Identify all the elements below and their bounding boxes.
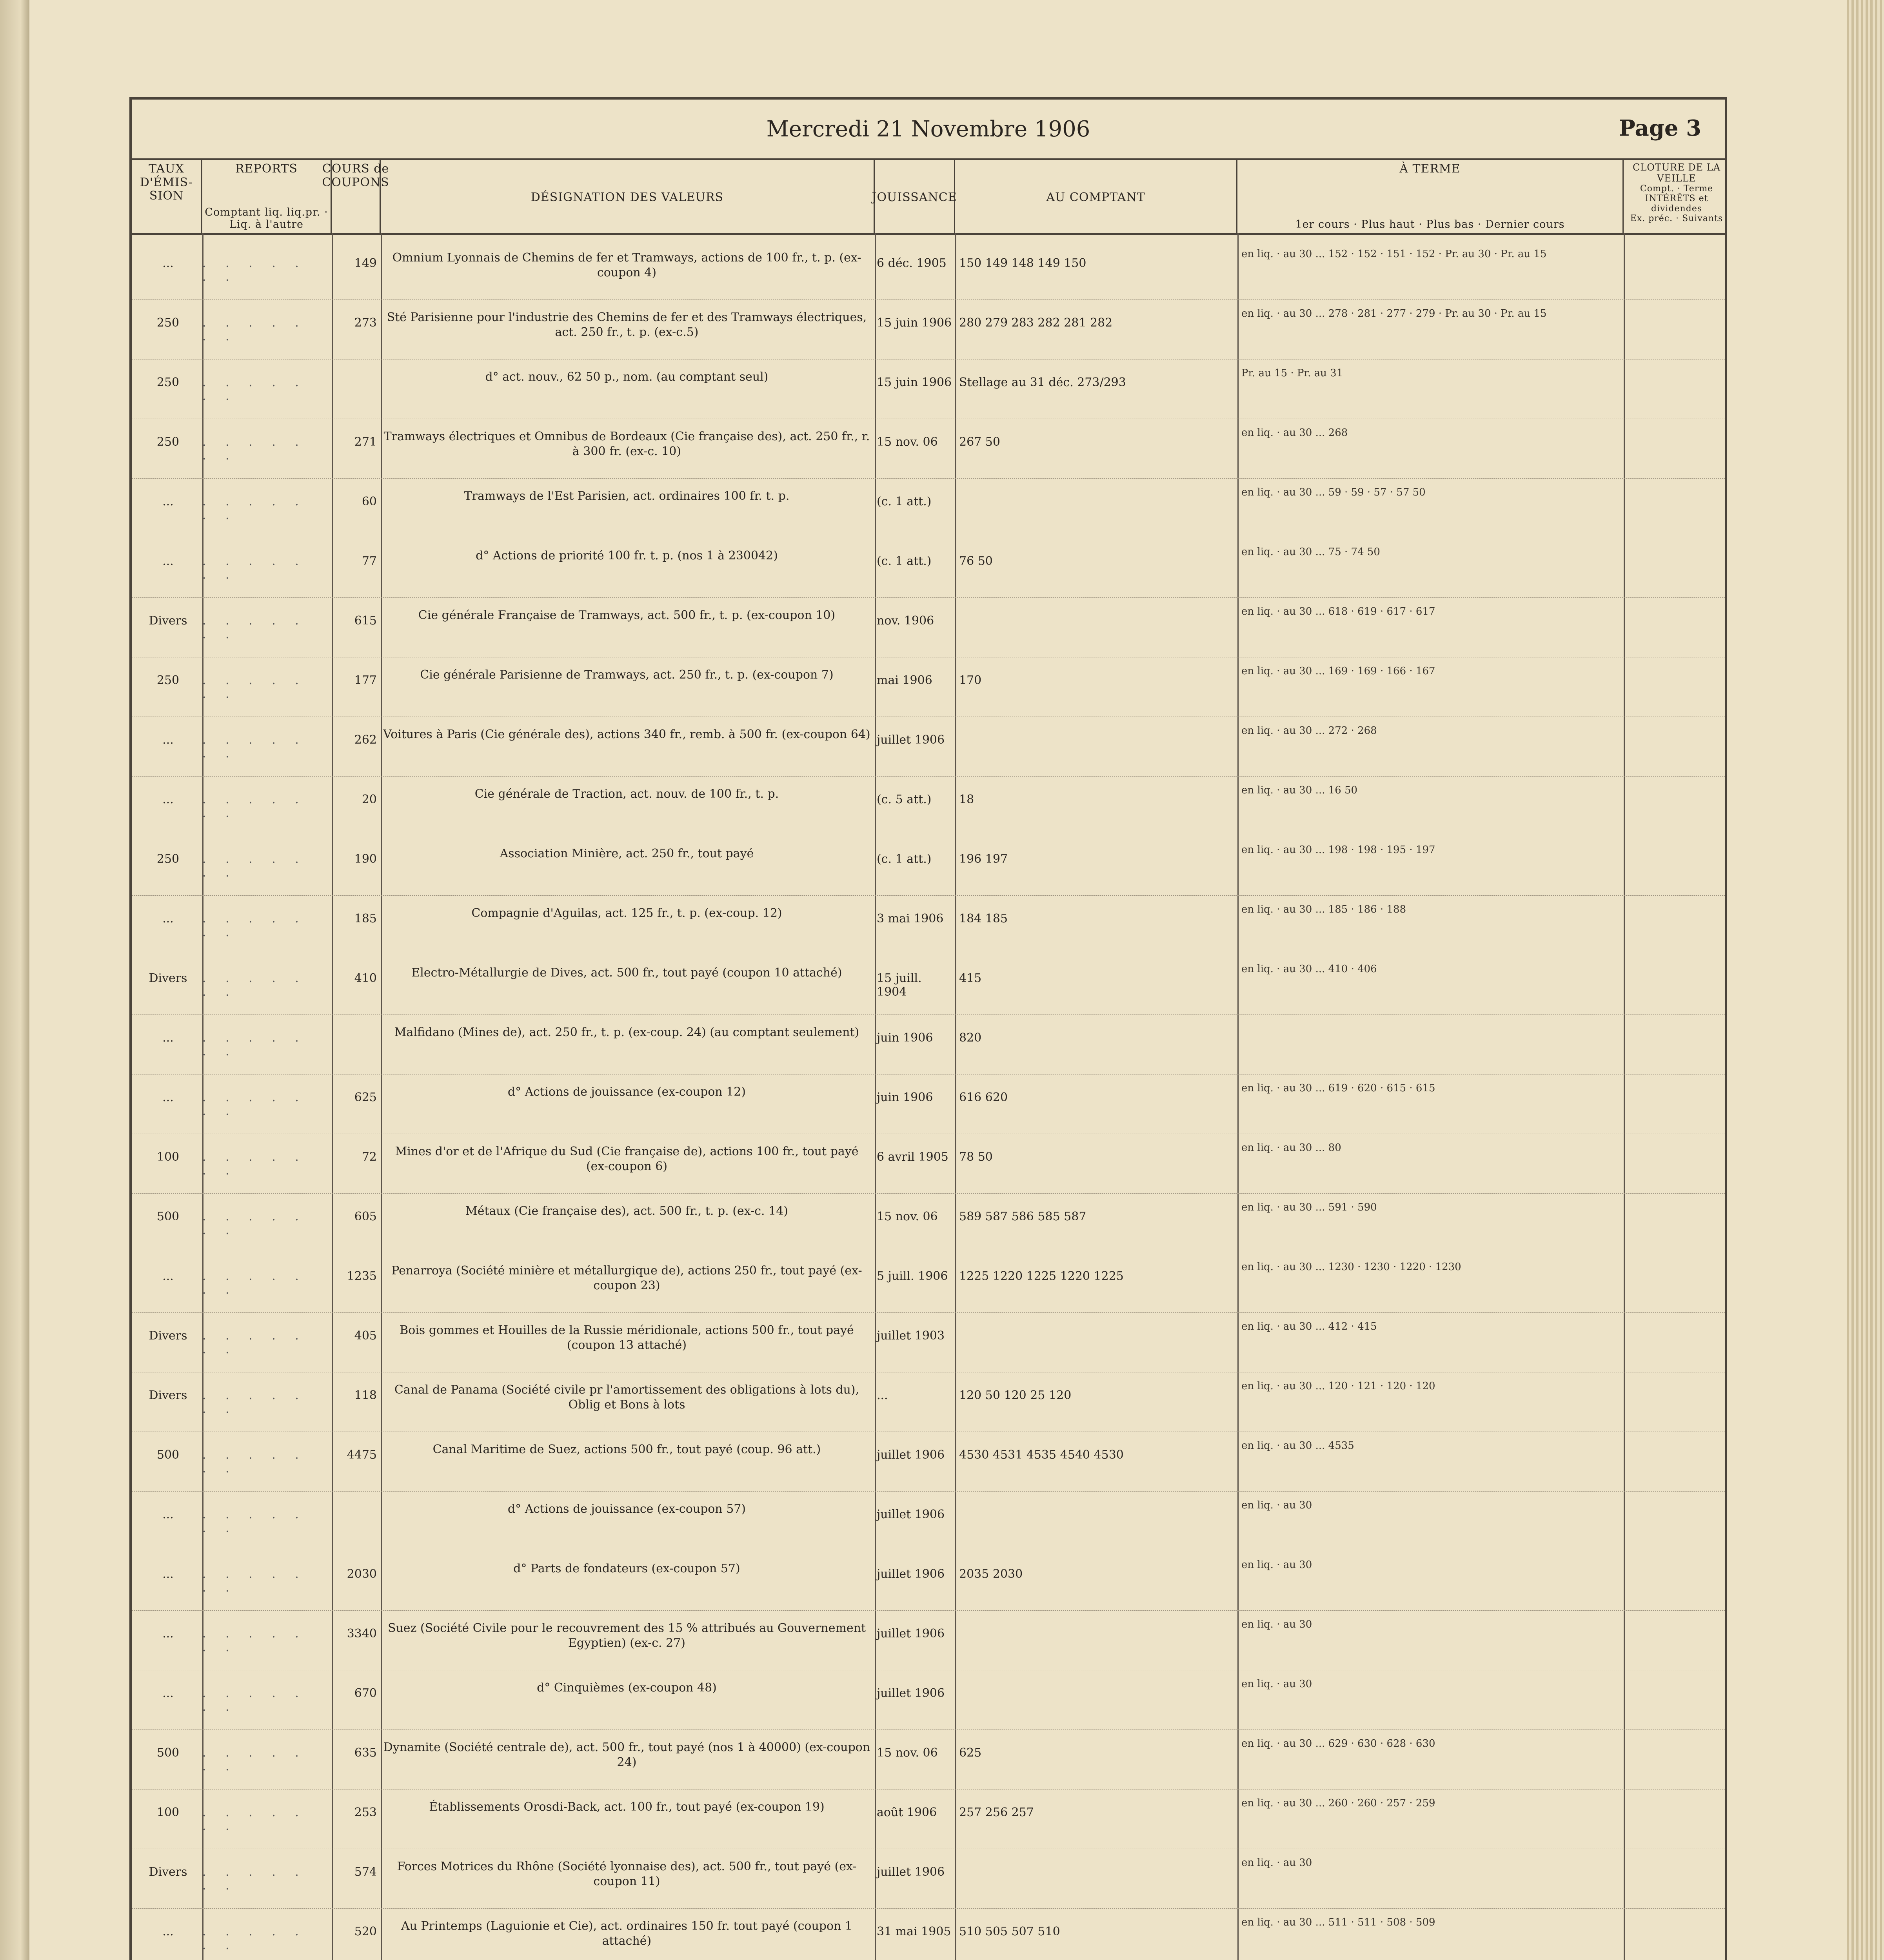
- cours-cell: 185: [354, 912, 377, 926]
- jouissance-cell: mai 1906: [877, 673, 932, 687]
- table-row: [132, 1730, 1725, 1789]
- terme-cell: en liq. · au 30 ... 4535: [1241, 1440, 1354, 1452]
- taux-cell: 500: [156, 1210, 180, 1223]
- designation-cell: Canal Maritime de Suez, actions 500 fr., tout payé (coup. 96 att.): [432, 1443, 821, 1456]
- table-row: [132, 837, 1725, 896]
- cours-cell: 262: [354, 733, 377, 747]
- reports-cell: . . . . . . .: [202, 1567, 307, 1595]
- jouissance-cell: juillet 1906: [877, 733, 945, 747]
- jouissance-cell: 6 déc. 1905: [877, 256, 947, 270]
- cours-cell: 271: [354, 435, 377, 449]
- designation-cell: Electro-Métallurgie de Dives, act. 500 fr., tout payé (coupon 10 attaché): [411, 966, 842, 980]
- taux-cell: Divers: [149, 1388, 187, 1402]
- terme-cell: en liq. · au 30 ... 59 · 59 · 57 · 57 50: [1241, 486, 1426, 498]
- terme-cell: en liq. · au 30 ... 185 · 186 · 188: [1241, 904, 1406, 915]
- terme-cell: en liq. · au 30 ... 16 50: [1241, 784, 1358, 796]
- terme-cell: en liq. · au 30: [1241, 1857, 1312, 1869]
- comptant-cell: 2035 2030: [959, 1567, 1023, 1581]
- col-reports: [202, 158, 332, 233]
- jouissance-cell: ...: [877, 1388, 888, 1402]
- table-body: [132, 233, 1725, 1960]
- jouissance-cell: nov. 1906: [877, 614, 934, 628]
- taux-cell: Divers: [149, 1329, 187, 1343]
- jouissance-cell: juillet 1903: [877, 1329, 945, 1343]
- designation-cell: Forces Motrices du Rhône (Société lyonnaise des), act. 500 fr., tout payé (ex-coupon 11): [397, 1860, 857, 1888]
- table-row: [132, 1790, 1725, 1849]
- jouissance-cell: juillet 1906: [877, 1865, 945, 1879]
- comptant-cell: 280 279 283 282 281 282: [959, 316, 1113, 330]
- table-row: [132, 1552, 1725, 1611]
- col-a-terme-sub: 1er cours · Plus haut · Plus bas · Dernier cours: [1295, 218, 1565, 230]
- taux-cell: ...: [162, 1567, 174, 1581]
- comptant-cell: 1225 1220 1225 1220 1225: [959, 1269, 1124, 1283]
- cours-cell: 20: [362, 793, 377, 806]
- page-header: [132, 100, 1725, 160]
- taux-cell: ...: [162, 1925, 174, 1938]
- col-jouissance: [872, 158, 957, 233]
- reports-cell: . . . . . . .: [202, 673, 307, 701]
- jouissance-cell: 15 nov. 06: [877, 1746, 938, 1760]
- terme-cell: Pr. au 15 · Pr. au 31: [1241, 367, 1343, 379]
- jouissance-cell: juillet 1906: [877, 1508, 945, 1521]
- designation-cell: Malfidano (Mines de), act. 250 fr., t. p. (ex-coup. 24) (au comptant seulement): [394, 1025, 859, 1039]
- cours-cell: 190: [354, 852, 377, 866]
- comptant-cell: 150 149 148 149 150: [959, 256, 1086, 270]
- terme-cell: en liq. · au 30 ... 272 · 268: [1241, 725, 1377, 737]
- table-row: [132, 539, 1725, 598]
- reports-cell: . . . . . . .: [202, 1627, 307, 1654]
- terme-cell: en liq. · au 30: [1241, 1499, 1312, 1511]
- comptant-cell: 4530 4531 4535 4540 4530: [959, 1448, 1124, 1462]
- jouissance-cell: 5 juill. 1906: [877, 1269, 948, 1283]
- table-row: [132, 717, 1725, 777]
- terme-cell: en liq. · au 30 ... 511 · 511 · 508 · 509: [1241, 1916, 1435, 1928]
- designation-cell: Dynamite (Société centrale de), act. 500 fr., tout payé (nos 1 à 40000) (ex-coupon 24): [383, 1740, 870, 1769]
- col-au-comptant-label: AU COMPTANT: [1046, 190, 1145, 204]
- designation-cell: Tramways électriques et Omnibus de Bordeaux (Cie française des), act. 250 fr., r. à 300 fr. (ex-c. 10): [383, 430, 870, 458]
- cours-cell: 405: [354, 1329, 377, 1343]
- comptant-cell: 184 185: [959, 912, 1008, 926]
- table-row: [132, 896, 1725, 955]
- reports-cell: . . . . . . .: [202, 1329, 307, 1356]
- reports-cell: . . . . . . .: [202, 1925, 307, 1952]
- jouissance-cell: juillet 1906: [877, 1567, 945, 1581]
- reports-cell: . . . . . . .: [202, 1031, 307, 1058]
- reports-cell: . . . . . . .: [202, 1806, 307, 1833]
- taux-cell: 250: [156, 673, 180, 687]
- table-row: [132, 1909, 1725, 1960]
- terme-cell: en liq. · au 30 ... 268: [1241, 427, 1348, 439]
- reports-cell: . . . . . . .: [202, 1150, 307, 1178]
- taux-cell: 100: [156, 1150, 180, 1164]
- designation-cell: Tramways de l'Est Parisien, act. ordinaires 100 fr. t. p.: [464, 489, 790, 503]
- terme-cell: en liq. · au 30 ... 120 · 121 · 120 · 120: [1241, 1380, 1435, 1392]
- col-taux: [132, 158, 202, 233]
- terme-cell: en liq. · au 30 ... 619 · 620 · 615 · 615: [1241, 1082, 1435, 1094]
- col-jouissance-label: JOUISSANCE: [872, 190, 957, 204]
- col-cloture-sub: Compt. · Terme: [1640, 184, 1713, 194]
- col-cours: [322, 158, 389, 233]
- cours-cell: 670: [354, 1686, 377, 1700]
- cours-cell: 1235: [347, 1269, 377, 1283]
- terme-cell: en liq. · au 30: [1241, 1559, 1312, 1571]
- designation-cell: Canal de Panama (Société civile pr l'amortissement des obligations à lots du), Oblig et Bons à lots: [394, 1383, 859, 1412]
- terme-cell: en liq. · au 30 ... 278 · 281 · 277 · 279 · Pr. au 30 · Pr. au 15: [1241, 308, 1547, 319]
- reports-cell: . . . . . . .: [202, 912, 307, 939]
- terme-cell: en liq. · au 30 ... 1230 · 1230 · 1220 · 1230: [1241, 1261, 1461, 1273]
- jouissance-cell: (c. 1 att.): [877, 554, 932, 568]
- comptant-cell: 510 505 507 510: [959, 1925, 1060, 1938]
- taux-cell: ...: [162, 554, 174, 568]
- col-a-terme-label: À TERME: [1399, 162, 1461, 176]
- table-row: [132, 419, 1725, 479]
- taux-cell: ...: [162, 1627, 174, 1641]
- terme-cell: en liq. · au 30 ... 80: [1241, 1142, 1341, 1154]
- comptant-cell: 76 50: [959, 554, 993, 568]
- taux-cell: ...: [162, 256, 174, 270]
- taux-cell: Divers: [149, 614, 187, 628]
- column-headers: [132, 158, 1725, 235]
- jouissance-cell: juillet 1906: [877, 1627, 945, 1641]
- reports-cell: . . . . . . .: [202, 1686, 307, 1714]
- jouissance-cell: 31 mai 1905: [877, 1925, 951, 1938]
- jouissance-cell: juin 1906: [877, 1091, 933, 1104]
- taux-cell: ...: [162, 733, 174, 747]
- comptant-cell: Stellage au 31 déc. 273/293: [959, 376, 1126, 389]
- terme-cell: en liq. · au 30 ... 260 · 260 · 257 · 259: [1241, 1797, 1435, 1809]
- taux-cell: 500: [156, 1448, 180, 1462]
- jouissance-cell: août 1906: [877, 1806, 937, 1819]
- reports-cell: . . . . . . .: [202, 793, 307, 820]
- reports-cell: . . . . . . .: [202, 1091, 307, 1118]
- reports-cell: . . . . . . .: [202, 495, 307, 522]
- reports-cell: . . . . . . .: [202, 435, 307, 463]
- terme-cell: en liq. · au 30 ... 591 · 590: [1241, 1201, 1377, 1213]
- cours-cell: 177: [354, 673, 377, 687]
- cours-cell: 520: [354, 1925, 377, 1938]
- cours-cell: 2030: [347, 1567, 377, 1581]
- taux-cell: ...: [162, 1269, 174, 1283]
- terme-cell: en liq. · au 30 ... 152 · 152 · 151 · 152 · Pr. au 30 · Pr. au 15: [1241, 248, 1547, 260]
- cours-cell: 410: [354, 971, 377, 985]
- designation-cell: Établissements Orosdi-Back, act. 100 fr., tout payé (ex-coupon 19): [429, 1800, 825, 1814]
- comptant-cell: 257 256 257: [959, 1806, 1034, 1819]
- reports-cell: . . . . . . .: [202, 316, 307, 343]
- cours-cell: 149: [354, 256, 377, 270]
- table-row: [132, 1194, 1725, 1253]
- terme-cell: en liq. · au 30 ... 629 · 630 · 628 · 630: [1241, 1738, 1435, 1749]
- taux-cell: 250: [156, 316, 180, 330]
- taux-cell: ...: [162, 793, 174, 806]
- table-row: [132, 1373, 1725, 1432]
- designation-cell: d° Actions de jouissance (ex-coupon 12): [507, 1085, 746, 1099]
- jouissance-cell: (c. 1 att.): [877, 852, 932, 866]
- taux-cell: ...: [162, 912, 174, 926]
- designation-cell: Penarroya (Société minière et métallurgique de), actions 250 fr., tout payé (ex-coupon 23): [391, 1264, 862, 1292]
- cours-cell: 635: [354, 1746, 377, 1760]
- terme-cell: en liq. · au 30 ... 410 · 406: [1241, 963, 1377, 975]
- table-row: [132, 241, 1725, 300]
- designation-cell: d° act. nouv., 62 50 p., nom. (au comptant seul): [485, 370, 768, 384]
- table-row: [132, 360, 1725, 419]
- jouissance-cell: 6 avril 1905: [877, 1150, 948, 1164]
- terme-cell: en liq. · au 30 ... 618 · 619 · 617 · 617: [1241, 606, 1435, 617]
- designation-cell: d° Cinquièmes (ex-coupon 48): [537, 1681, 717, 1695]
- col-reports-label: REPORTS: [235, 162, 298, 176]
- cours-cell: 605: [354, 1210, 377, 1223]
- reports-cell: . . . . . . .: [202, 971, 307, 999]
- taux-cell: 100: [156, 1806, 180, 1819]
- designation-cell: Cie générale de Traction, act. nouv. de 100 fr., t. p.: [474, 787, 779, 801]
- table-row: [132, 1671, 1725, 1730]
- jouissance-cell: juin 1906: [877, 1031, 933, 1045]
- designation-cell: Sté Parisienne pour l'industrie des Chemins de fer et des Tramways électriques, act. 250 fr., t. p. (ex-c.5): [387, 310, 867, 339]
- table-row: [132, 1492, 1725, 1551]
- jouissance-cell: 15 nov. 06: [877, 1210, 938, 1223]
- reports-cell: . . . . . . .: [202, 1508, 307, 1535]
- comptant-cell: 196 197: [959, 852, 1008, 866]
- table-row: [132, 956, 1725, 1015]
- table-row: [132, 1254, 1725, 1313]
- cours-cell: 3340: [347, 1627, 377, 1641]
- col-cloture-label: CLOTURE DE LA VEILLE: [1632, 162, 1721, 184]
- price-list-sheet: [129, 97, 1727, 1960]
- col-a-terme: [1237, 158, 1624, 233]
- reports-cell: . . . . . . .: [202, 554, 307, 582]
- designation-cell: Cie générale Française de Tramways, act. 500 fr., t. p. (ex-coupon 10): [418, 608, 836, 622]
- jouissance-cell: 15 juin 1906: [877, 376, 952, 389]
- reports-cell: . . . . . . .: [202, 614, 307, 641]
- terme-cell: en liq. · au 30 ... 75 · 74 50: [1241, 546, 1380, 558]
- reports-cell: . . . . . . .: [202, 852, 307, 880]
- table-row: [132, 479, 1725, 538]
- cours-cell: 253: [354, 1806, 377, 1819]
- cours-cell: 574: [354, 1865, 377, 1879]
- right-page-stack: [1847, 0, 1884, 1960]
- cours-cell: 72: [362, 1150, 377, 1164]
- table-row: [132, 777, 1725, 836]
- designation-cell: Suez (Société Civile pour le recouvrement des 15 % attribués au Gouvernement Egyptien) (ex-c. 27): [387, 1621, 866, 1650]
- taux-cell: ...: [162, 1686, 174, 1700]
- cours-cell: 118: [354, 1388, 377, 1402]
- reports-cell: . . . . . . .: [202, 1388, 307, 1416]
- cours-cell: 615: [354, 614, 377, 628]
- reports-cell: . . . . . . .: [202, 1746, 307, 1773]
- table-row: [132, 658, 1725, 717]
- reports-cell: . . . . . . .: [202, 1865, 307, 1893]
- comptant-cell: 170: [959, 673, 982, 687]
- taux-cell: Divers: [149, 971, 187, 985]
- table-row: [132, 1015, 1725, 1074]
- table-row: [132, 1134, 1725, 1194]
- reports-cell: . . . . . . .: [202, 376, 307, 403]
- terme-cell: en liq. · au 30 ... 169 · 169 · 166 · 167: [1241, 665, 1435, 677]
- terme-cell: en liq. · au 30: [1241, 1678, 1312, 1690]
- designation-cell: d° Parts de fondateurs (ex-coupon 57): [513, 1562, 740, 1575]
- reports-cell: . . . . . . .: [202, 1448, 307, 1475]
- jouissance-cell: 15 juill. 1904: [877, 971, 922, 999]
- cours-cell: 77: [362, 554, 377, 568]
- terme-cell: en liq. · au 30: [1241, 1619, 1312, 1630]
- table-row: [132, 1849, 1725, 1909]
- table-row: [132, 1075, 1725, 1134]
- col-cours-label: COURS de COUPONS: [322, 162, 389, 189]
- reports-cell: . . . . . . .: [202, 1269, 307, 1297]
- cours-cell: 625: [354, 1091, 377, 1104]
- taux-cell: 250: [156, 852, 180, 866]
- left-page-edge: [0, 0, 29, 1960]
- designation-cell: Métaux (Cie française des), act. 500 fr., t. p. (ex-c. 14): [465, 1204, 788, 1218]
- col-cloture-interets: [1624, 158, 1730, 233]
- designation-cell: Association Minière, act. 250 fr., tout payé: [500, 847, 754, 860]
- comptant-cell: 616 620: [959, 1091, 1008, 1104]
- page-number: Page 3: [1619, 115, 1701, 141]
- cours-cell: 4475: [347, 1448, 377, 1462]
- comptant-cell: 18: [959, 793, 974, 806]
- taux-cell: ...: [162, 1031, 174, 1045]
- taux-cell: 500: [156, 1746, 180, 1760]
- col-designation: [381, 158, 875, 233]
- taux-cell: Divers: [149, 1865, 187, 1879]
- table-row: [132, 300, 1725, 359]
- designation-cell: Cie générale Parisienne de Tramways, act. 250 fr., t. p. (ex-coupon 7): [420, 668, 834, 682]
- comptant-cell: 589 587 586 585 587: [959, 1210, 1086, 1223]
- taux-cell: 250: [156, 435, 180, 449]
- cours-cell: 60: [362, 495, 377, 508]
- col-taux-label: TAUX D'ÉMIS-SION: [140, 162, 193, 203]
- jouissance-cell: (c. 1 att.): [877, 495, 932, 508]
- jouissance-cell: (c. 5 att.): [877, 793, 932, 806]
- designation-cell: Voitures à Paris (Cie générale des), actions 340 fr., remb. à 500 fr. (ex-coupon 64): [383, 728, 870, 741]
- col-au-comptant: [955, 158, 1237, 233]
- comptant-cell: 78 50: [959, 1150, 993, 1164]
- designation-cell: Mines d'or et de l'Afrique du Sud (Cie française de), actions 100 fr., tout payé (ex-coupon 6): [395, 1145, 859, 1173]
- jouissance-cell: 15 nov. 06: [877, 435, 938, 449]
- terme-cell: en liq. · au 30 ... 412 · 415: [1241, 1321, 1377, 1332]
- cours-cell: 273: [354, 316, 377, 330]
- col-interets-label: INTÉRÊTS et dividendes: [1645, 194, 1708, 214]
- page-date: Mercredi 21 Novembre 1906: [766, 116, 1090, 142]
- comptant-cell: 625: [959, 1746, 982, 1760]
- taux-cell: ...: [162, 1091, 174, 1104]
- table-row: [132, 1432, 1725, 1492]
- designation-cell: Au Printemps (Laguionie et Cie), act. ordinaires 150 fr. tout payé (coupon 1 attaché): [401, 1919, 852, 1948]
- col-reports-sub: Comptant liq. liq.pr. · Liq. à l'autre: [205, 206, 328, 230]
- comptant-cell: 415: [959, 971, 982, 985]
- designation-cell: Omnium Lyonnais de Chemins de fer et Tramways, actions de 100 fr., t. p. (ex-coupon 4): [392, 251, 861, 279]
- jouissance-cell: 3 mai 1906: [877, 912, 944, 926]
- col-designation-label: DÉSIGNATION DES VALEURS: [530, 190, 724, 204]
- reports-cell: . . . . . . .: [202, 733, 307, 760]
- designation-cell: Bois gommes et Houilles de la Russie méridionale, actions 500 fr., tout payé (coupon 13 attaché): [400, 1323, 854, 1352]
- reports-cell: . . . . . . .: [202, 1210, 307, 1237]
- taux-cell: ...: [162, 1508, 174, 1521]
- col-interets-sub: Ex. préc. · Suivants: [1630, 214, 1723, 224]
- designation-cell: d° Actions de priorité 100 fr. t. p. (nos 1 à 230042): [476, 549, 778, 563]
- comptant-cell: 820: [959, 1031, 982, 1045]
- terme-cell: en liq. · au 30 ... 198 · 198 · 195 · 197: [1241, 844, 1435, 856]
- jouissance-cell: 15 juin 1906: [877, 316, 952, 330]
- table-row: [132, 1313, 1725, 1372]
- designation-cell: Compagnie d'Aguilas, act. 125 fr., t. p. (ex-coup. 12): [471, 906, 782, 920]
- designation-cell: d° Actions de jouissance (ex-coupon 57): [507, 1502, 746, 1516]
- jouissance-cell: juillet 1906: [877, 1686, 945, 1700]
- table-row: [132, 598, 1725, 657]
- table-row: [132, 1611, 1725, 1670]
- jouissance-cell: juillet 1906: [877, 1448, 945, 1462]
- reports-cell: . . . . . . .: [202, 256, 307, 284]
- comptant-cell: 267 50: [959, 435, 1000, 449]
- taux-cell: 250: [156, 376, 180, 389]
- taux-cell: ...: [162, 495, 174, 508]
- comptant-cell: 120 50 120 25 120: [959, 1388, 1072, 1402]
